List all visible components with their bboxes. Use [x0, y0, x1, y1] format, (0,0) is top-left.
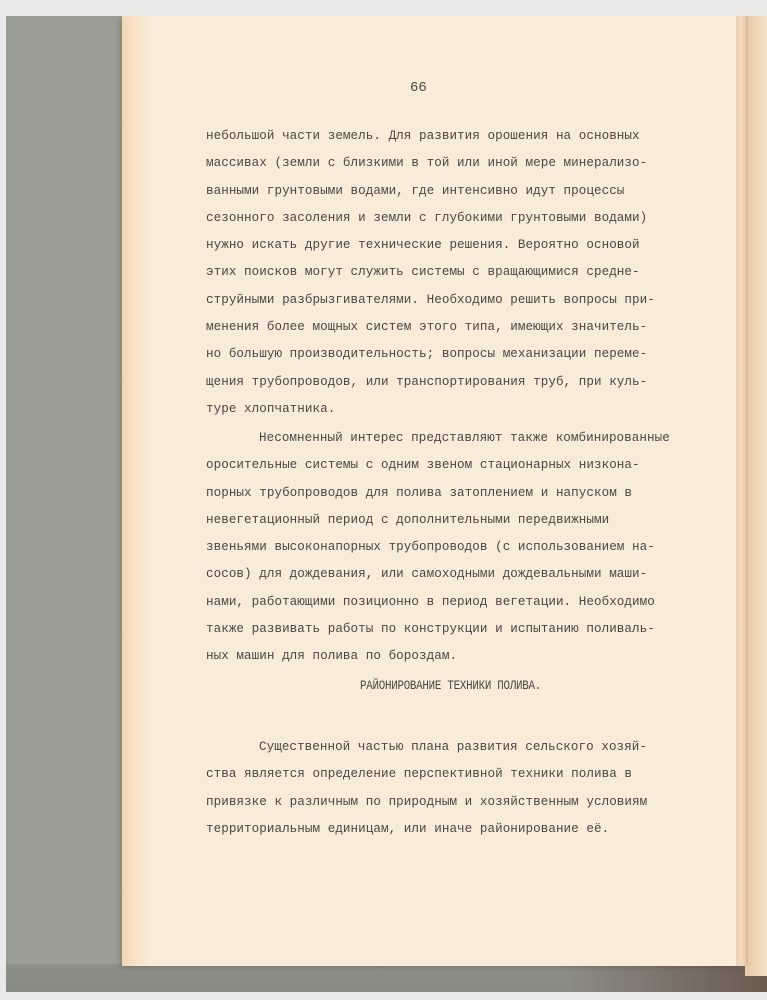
page-right-edge: [736, 16, 748, 966]
paragraph-3: [206, 734, 726, 843]
text-line: Существенной частью плана развития сельского хозяй-: [259, 740, 647, 754]
text-line: территориальным единицам, или иначе районирование её.: [206, 821, 610, 836]
text-line: привязке к различным по природным и хозяйственным условиям: [206, 794, 648, 809]
text-line: сосов) для дождевания, или самоходными дождевальными маши-: [206, 567, 648, 582]
text-line: менения более мощных систем этого типа, имеющих значитель-: [206, 320, 648, 335]
text-line: массивах (земли с близкими в той или иной мере минерализо-: [206, 156, 648, 171]
text-line: ных машин для полива по бороздам.: [206, 649, 458, 664]
text-line: но большую производительность; вопросы механизации переме-: [206, 347, 648, 362]
text-line: небольшой части земель. Для развития орошения на основных: [206, 129, 640, 143]
document-page: [122, 16, 742, 966]
text-line: звеньями высоконапорных трубопроводов (с использованием на-: [206, 540, 655, 555]
page-number: 66: [410, 80, 427, 96]
text-line: ства является определение перспективной техники полива в: [206, 767, 633, 782]
text-line: порных трубопроводов для полива затоплением и напуском в: [206, 485, 633, 500]
text-line: также развивать работы по конструкции и испытанию поливаль-: [206, 622, 655, 637]
text-line: щения трубопроводов, или транспортирования труб, при куль-: [206, 374, 648, 389]
section-heading: РАЙОНИРОВАНИЕ ТЕХНИКИ ПОЛИВА.: [360, 679, 542, 693]
text-line: Несомненный интерес представляют также комбинированные: [259, 431, 670, 445]
text-line: ванными грунтовыми водами, где интенсивно идут процессы: [206, 183, 625, 198]
text-line: нами, работающими позиционно в период вегетации. Необходимо: [206, 594, 655, 609]
text-line: сезонного засоления и земли с глубокими грунтовыми водами): [206, 210, 648, 225]
paragraph-2: [206, 425, 726, 671]
scanned-page-image: [6, 16, 767, 992]
text-line: туре хлопчатника.: [206, 401, 336, 416]
text-line: оросительные системы с одним звеном стационарных низкона-: [206, 458, 640, 473]
text-line: нужно искать другие технические решения. Вероятно основой: [206, 238, 640, 253]
text-line: этих поисков могут служить системы с вращающимися средне-: [206, 265, 640, 280]
adjacent-page-edge: [745, 16, 767, 976]
paragraph-1: [206, 123, 726, 423]
page-binding-edge: [122, 16, 150, 966]
scan-background-shadow-right: [567, 962, 767, 992]
text-line: невегетационный период с дополнительными передвижными: [206, 512, 610, 527]
text-line: струйными разбрызгивателями. Необходимо решить вопросы при-: [206, 292, 655, 307]
